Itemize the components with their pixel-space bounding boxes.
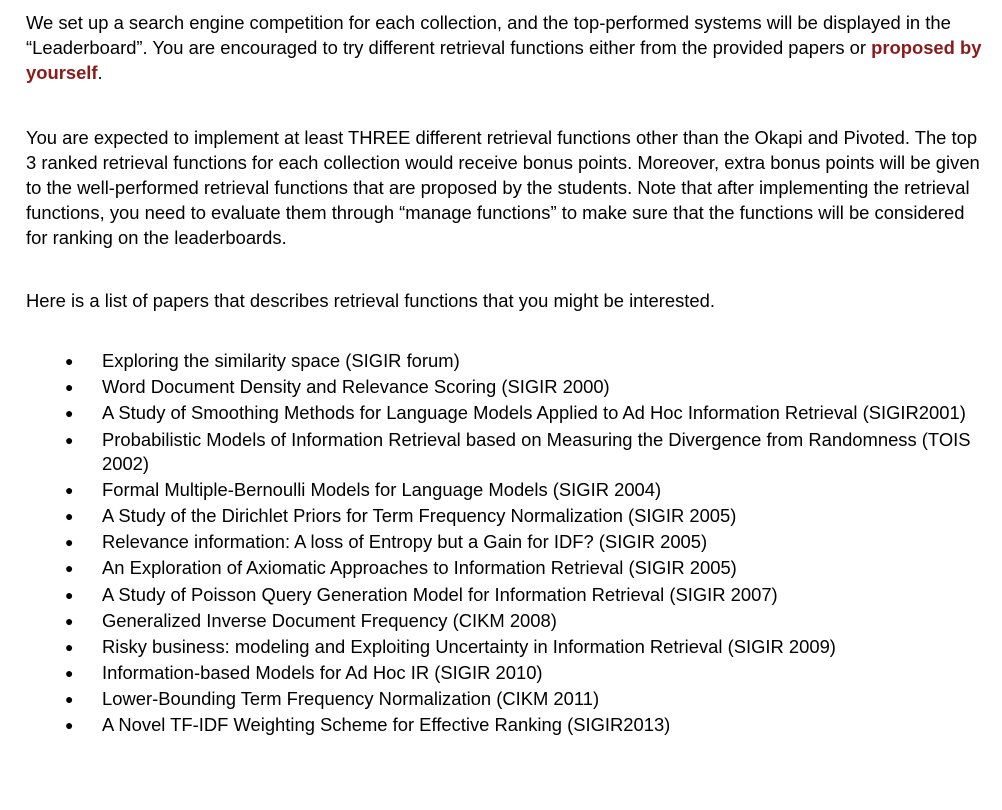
paper-title: Information-based Models for Ad Hoc IR (SIGIR 2010) xyxy=(102,662,543,684)
intro-paragraph xyxy=(26,10,986,85)
list-item xyxy=(26,661,986,685)
paper-title: An Exploration of Axiomatic Approaches to Information Retrieval (SIGIR 2005) xyxy=(102,557,737,579)
paper-title: A Study of Smoothing Methods for Language Models Applied to Ad Hoc Information Retrieval (SIGIR2001) xyxy=(102,402,966,424)
list-item xyxy=(26,556,986,580)
paper-title: Probabilistic Models of Information Retrieval based on Measuring the Divergence from Randomness (TOIS 2002) xyxy=(102,428,971,474)
list-item xyxy=(26,375,986,399)
list-item xyxy=(26,687,986,711)
paper-title: Exploring the similarity space (SIGIR forum) xyxy=(102,350,460,371)
paper-list xyxy=(26,349,986,737)
paper-title: A Study of the Dirichlet Priors for Term Frequency Normalization (SIGIR 2005) xyxy=(102,504,737,526)
paper-title: A Study of Poisson Query Generation Model for Information Retrieval (SIGIR 2007) xyxy=(102,583,778,605)
bullet-icon: ● xyxy=(65,665,74,682)
list-item xyxy=(26,713,986,737)
bullet-icon: ● xyxy=(65,717,74,734)
paper-title: Formal Multiple-Bernoulli Models for Language Models (SIGIR 2004) xyxy=(102,478,662,500)
list-item xyxy=(26,609,986,633)
paper-title: Risky business: modeling and Exploiting Uncertainty in Information Retrieval (SIGIR 2009) xyxy=(102,635,836,657)
list-item xyxy=(26,349,986,373)
list-intro-paragraph: Here is a list of papers that describes retrieval functions that you might be interested. xyxy=(26,290,715,311)
bullet-icon: ● xyxy=(65,560,74,577)
paper-title: Generalized Inverse Document Frequency (CIKM 2008) xyxy=(102,609,557,631)
list-item xyxy=(26,401,986,425)
expectations-paragraph: You are expected to implement at least THREE different retrieval functions other than the Okapi and Pivoted. The top 3 ranked retrieval functions for each collection would receive bonus points. Moreover, extra bonus points will be given to the well-performed retrieval functions that are proposed by the students. Note that after implementing the retrieval functions, you need to evaluate them through “manage functions” to make sure that the functions will be considered for ranking on the leaderboards. xyxy=(26,127,980,248)
intro-text: We set up a search engine competition for each collection, and the top-performed systems will be displayed in the “Leaderboard”. You are encouraged to try different retrieval functions either from the provided papers or xyxy=(26,12,951,58)
paper-title: Word Document Density and Relevance Scoring (SIGIR 2000) xyxy=(102,376,610,398)
bullet-icon: ● xyxy=(65,638,74,655)
bullet-icon: ● xyxy=(65,481,74,498)
list-item xyxy=(26,428,986,476)
list-item xyxy=(26,530,986,554)
bullet-icon: ● xyxy=(65,612,74,629)
list-item xyxy=(26,504,986,528)
list-item xyxy=(26,478,986,502)
bullet-icon: ● xyxy=(65,405,74,422)
bullet-icon: ● xyxy=(65,353,74,369)
bullet-icon: ● xyxy=(65,534,74,551)
bullet-icon: ● xyxy=(65,379,74,396)
paper-title: Relevance information: A loss of Entropy but a Gain for IDF? (SIGIR 2005) xyxy=(102,531,708,553)
list-item xyxy=(26,635,986,659)
paper-title: A Novel TF-IDF Weighting Scheme for Effective Ranking (SIGIR2013) xyxy=(102,714,671,736)
bullet-icon: ● xyxy=(65,586,74,603)
list-item xyxy=(26,583,986,607)
bullet-icon: ● xyxy=(65,431,74,448)
proposed-by-yourself-highlight: proposed by yourself xyxy=(26,37,982,83)
document-page xyxy=(26,10,986,740)
bullet-icon: ● xyxy=(65,507,74,524)
intro-text-end: . xyxy=(97,62,103,83)
paper-title: Lower-Bounding Term Frequency Normalization (CIKM 2011) xyxy=(102,688,600,710)
bullet-icon: ● xyxy=(65,691,74,708)
